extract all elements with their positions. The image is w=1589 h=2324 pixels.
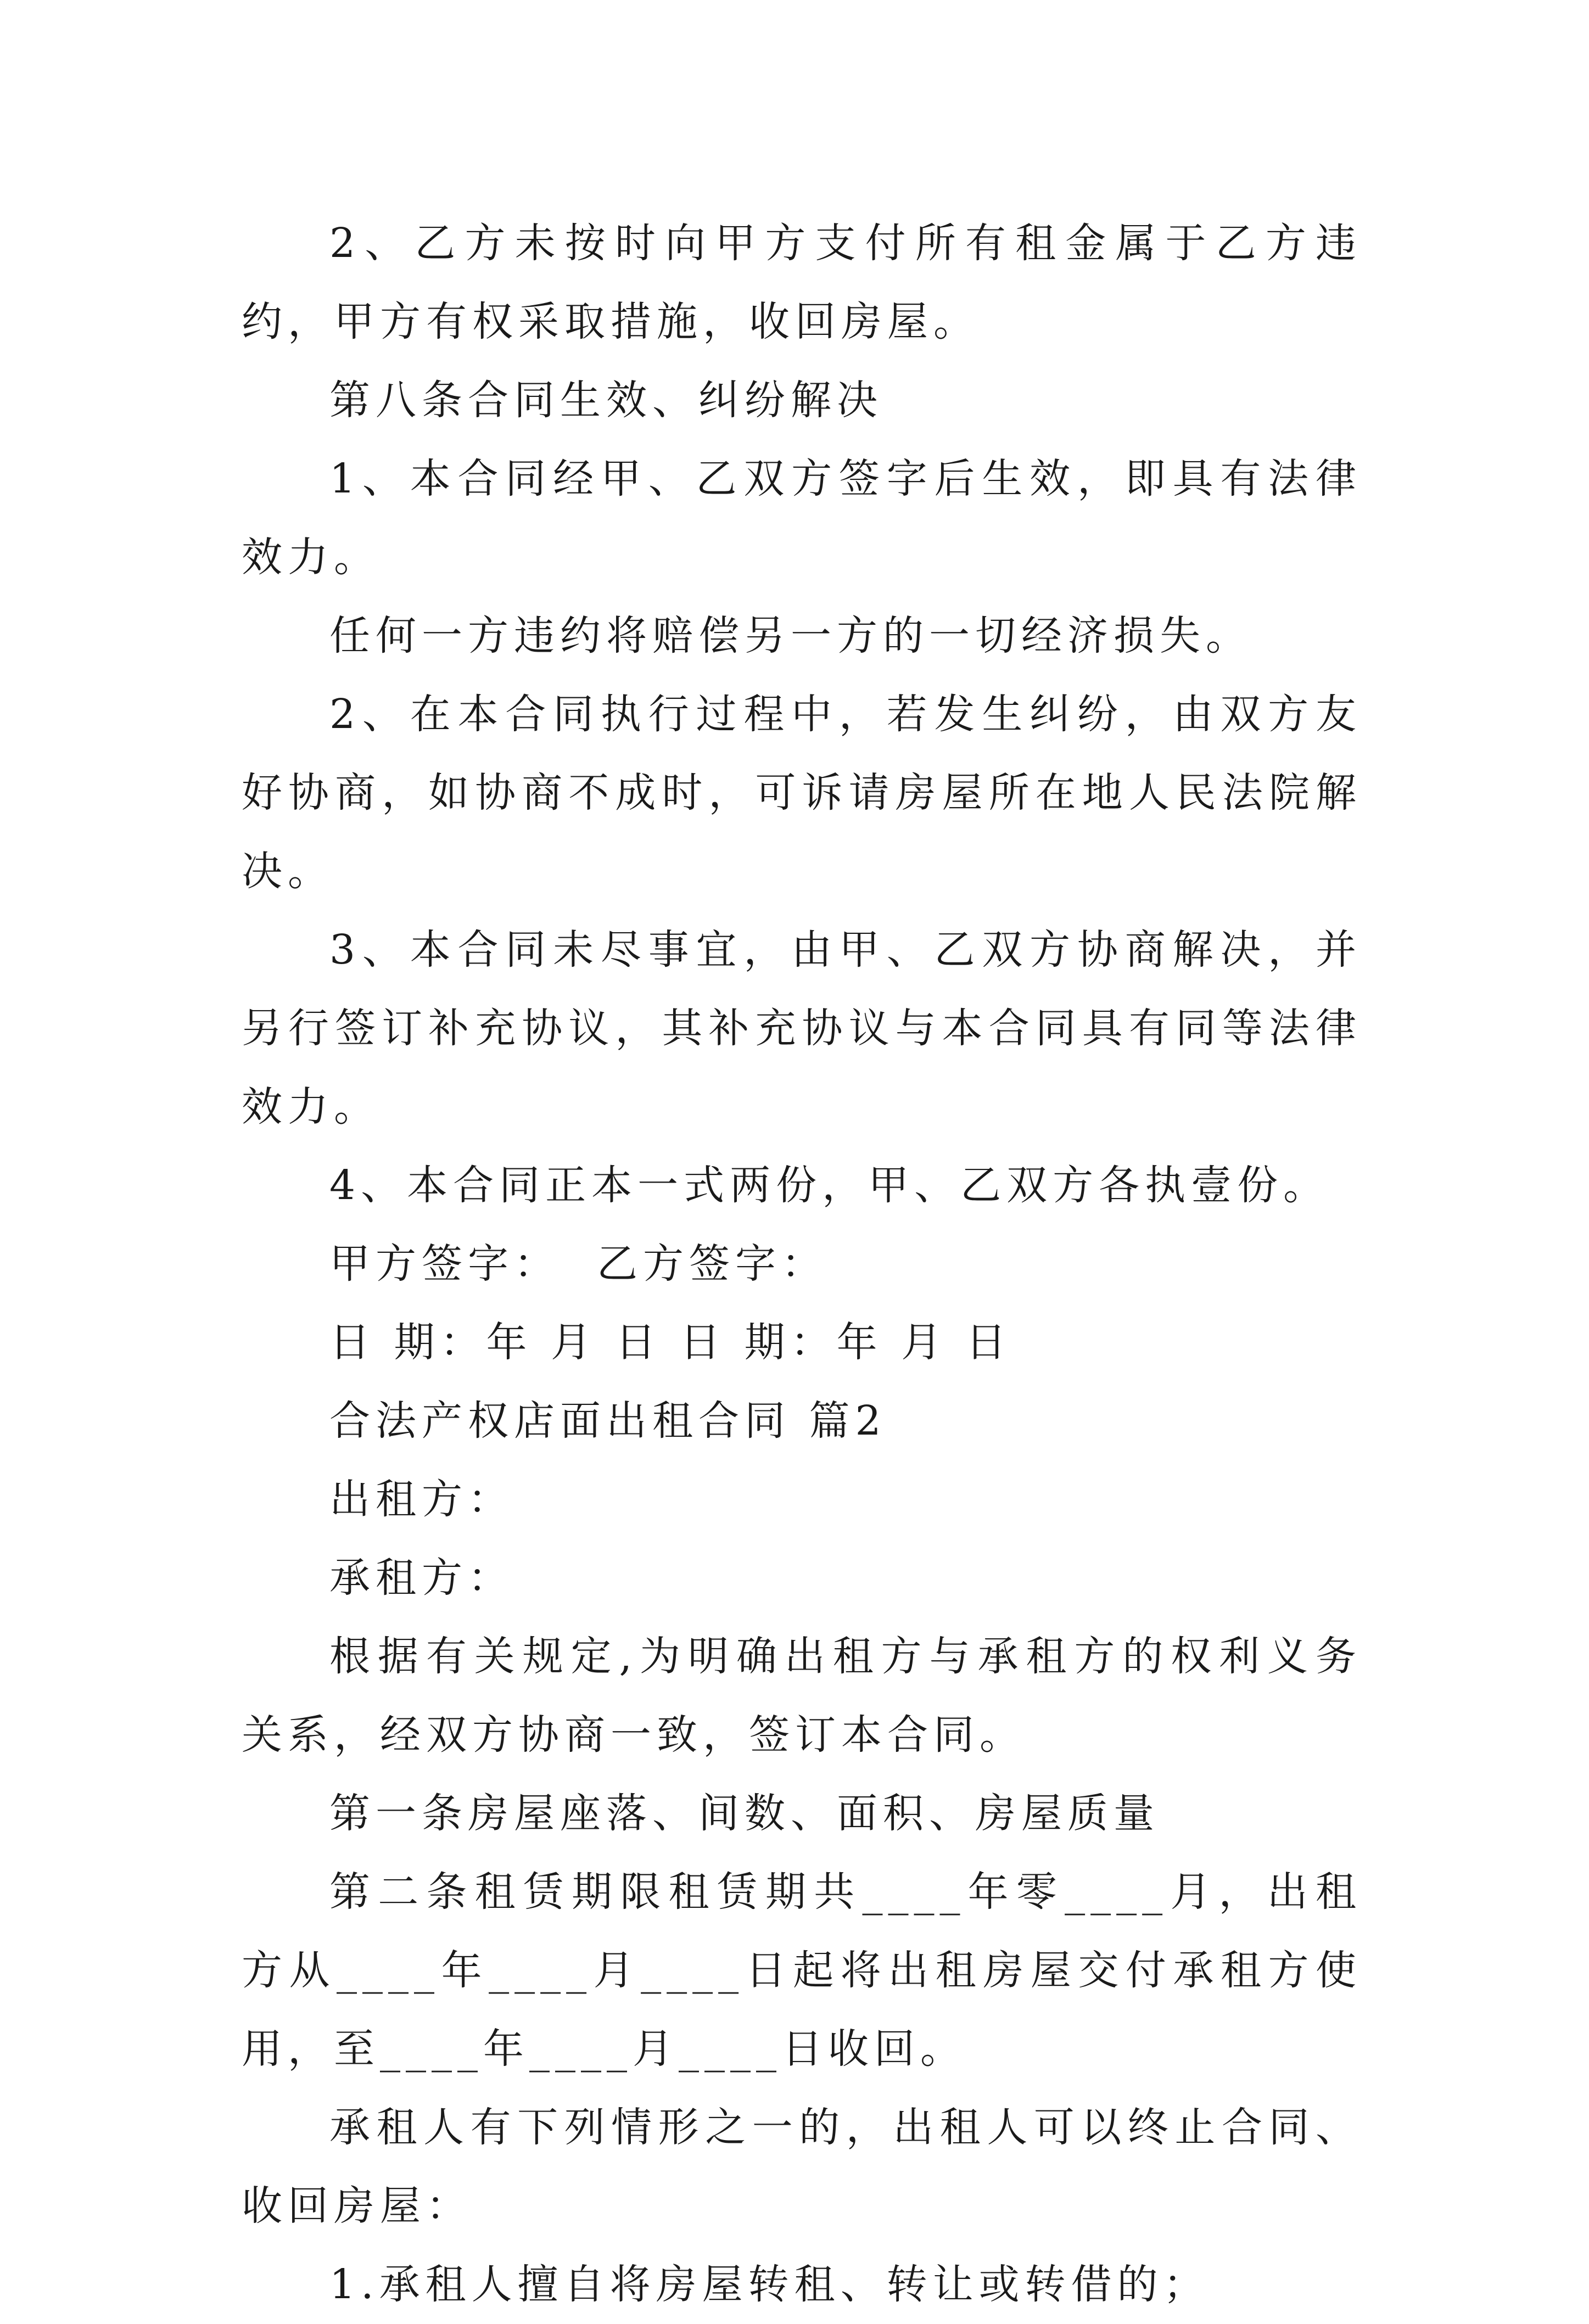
paragraph: 3、本合同未尽事宜，由甲、乙双方协商解决，并另行签订补充协议，其补充协议与本合同具有同等法律效力。 [242,926,1362,1130]
date-line: 日 期：年 月 日 日 期：年 月 日 [329,1319,1012,1366]
paragraph: 第二条租赁期限租赁期共____年零____月，出租方从____年____月____日起将出租房屋交付承租方使用，至____年____月____日收回。 [242,1868,1362,2073]
lessee-line: 承租方： [329,1554,514,1601]
paragraph: 承租人有下列情形之一的，出租人可以终止合同、收回房屋： [242,2104,1362,2230]
paragraph: 2、乙方未按时向甲方支付所有租金属于乙方违约，甲方有权采取措施，收回房屋。 [242,220,1362,345]
paragraph: 2、在本合同执行过程中，若发生纠纷，由双方友好协商，如协商不成时，可诉请房屋所在地人民法院解决。 [242,691,1362,895]
lessor-line: 出租方： [329,1476,514,1523]
contract-title: 合法产权店面出租合同 篇2 [329,1397,887,1444]
paragraph: 任何一方违约将赔偿另一方的一切经济损失。 [329,612,1252,659]
section-heading: 第八条合同生效、纠纷解决 [329,377,883,424]
signature-line: 甲方签字： 乙方签字： [329,1240,828,1287]
paragraph: 4、本合同正本一式两份，甲、乙双方各执壹份。 [329,1162,1330,1209]
paragraph: 1.承租人擅自将房屋转租、转让或转借的； [329,2261,1210,2308]
section-heading: 第一条房屋座落、间数、面积、房屋质量 [329,1790,1160,1837]
paragraph: 根据有关规定,为明确出租方与承租方的权利义务关系，经双方协商一致，签订本合同。 [242,1633,1362,1759]
document-body [242,204,1362,2324]
paragraph: 1、本合同经甲、乙双方签字后生效，即具有法律效力。 [242,455,1362,581]
